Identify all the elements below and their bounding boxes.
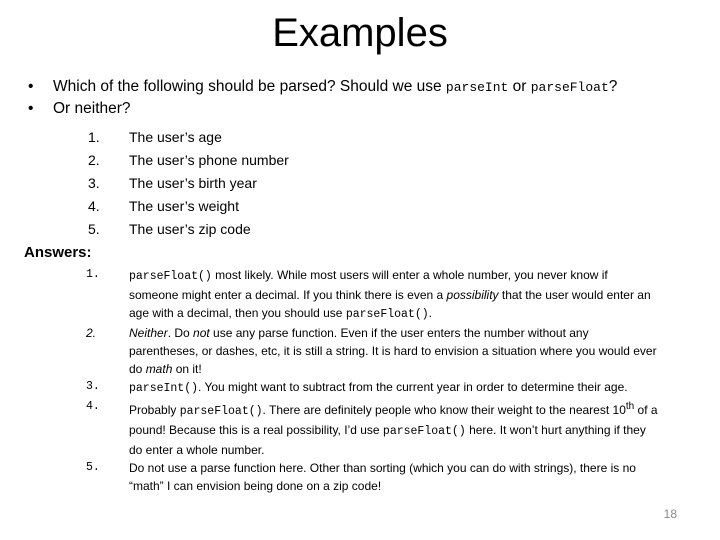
question-item (88, 218, 688, 241)
page-number: 18 (663, 507, 677, 521)
bullet-list (28, 76, 708, 120)
code-parseint: parseInt (445, 80, 509, 95)
bullet-item (28, 98, 708, 120)
answer-list (86, 266, 666, 495)
answer-number: 3. (86, 380, 100, 393)
bullet-text-part: or (508, 78, 531, 95)
emphasis: math (145, 362, 173, 376)
question-item (88, 149, 688, 172)
answer-text (129, 378, 659, 398)
answer-number: 2. (86, 326, 97, 340)
answer-item (86, 266, 666, 324)
bullet-text (53, 76, 617, 99)
answer-text-part: . Do (167, 326, 194, 340)
answer-number: 1. (86, 268, 100, 281)
question-text: The user’s birth year (129, 175, 257, 191)
answer-text (129, 324, 659, 378)
code-snippet: parseInt() (129, 382, 199, 395)
answer-item (86, 459, 666, 495)
emphasis: not (193, 326, 210, 340)
question-number: 5. (88, 221, 100, 237)
superscript: th (625, 401, 635, 412)
question-number: 1. (88, 129, 100, 145)
answer-text-part: use any parse function. Even if the user enters the number without any parentheses, or dashes, etc, it is still a string. It is hard to envision a situation where you would ever do (129, 326, 657, 376)
answer-item (86, 324, 666, 378)
answer-text (129, 398, 659, 459)
bullet-text-part: ? (608, 78, 618, 95)
answer-text-part: that the user would enter an age with a decimal, then you should use (129, 288, 651, 320)
bullet-text: Or neither? (53, 100, 131, 117)
question-item (88, 126, 688, 149)
answer-text-part: . (428, 306, 432, 320)
answer-item (86, 398, 666, 459)
code-snippet: parseFloat() (129, 270, 212, 283)
question-text: The user’s zip code (129, 221, 251, 237)
answers-heading: Answers: (24, 244, 92, 261)
question-text: The user’s phone number (129, 152, 289, 168)
answer-number: 5. (86, 461, 100, 474)
question-list (88, 126, 688, 241)
bullet-icon: • (28, 100, 34, 117)
code-parsefloat: parseFloat (530, 80, 609, 95)
answer-item (86, 378, 666, 398)
answer-number: 4. (86, 400, 100, 413)
emphasis: possibility (446, 288, 499, 302)
code-snippet: parseFloat() (382, 425, 466, 438)
answer-text-part: . There are definitely people who know their weight to the nearest 10 (262, 403, 626, 417)
emphasis: Neither (129, 326, 168, 340)
bullet-icon: • (28, 78, 34, 95)
question-text: The user’s weight (129, 198, 239, 214)
bullet-item (28, 76, 708, 98)
question-number: 3. (88, 175, 100, 191)
question-item (88, 195, 688, 218)
answer-text-part: . You might want to subtract from the current year in order to determine their age. (198, 380, 628, 394)
question-text: The user’s age (129, 129, 222, 145)
answer-text-part: on it! (172, 362, 202, 376)
answer-text: Do not use a parse function here. Other than sorting (which you can do with strings), there is no “math” I can envision being done on a zip code! (129, 461, 636, 493)
code-snippet: parseFloat() (345, 308, 429, 321)
answer-text-part: of a pound! Because this is a real possibility, I’d use (129, 403, 658, 437)
question-number: 4. (88, 198, 100, 214)
answer-text-part: most likely. While most users will enter a whole number, you never know if someone might enter a decimal. If you think there is even a (129, 268, 608, 302)
slide-title: Examples (272, 11, 448, 55)
answer-text (129, 266, 659, 324)
question-item (88, 172, 688, 195)
code-snippet: parseFloat() (179, 405, 263, 418)
question-number: 2. (88, 152, 100, 168)
answer-text-part: here. It won’t hurt anything if they do enter a whole number. (129, 423, 646, 457)
bullet-text-part: Which of the following should be parsed? Should we use (53, 78, 446, 95)
answer-text-part: Probably (129, 403, 180, 417)
